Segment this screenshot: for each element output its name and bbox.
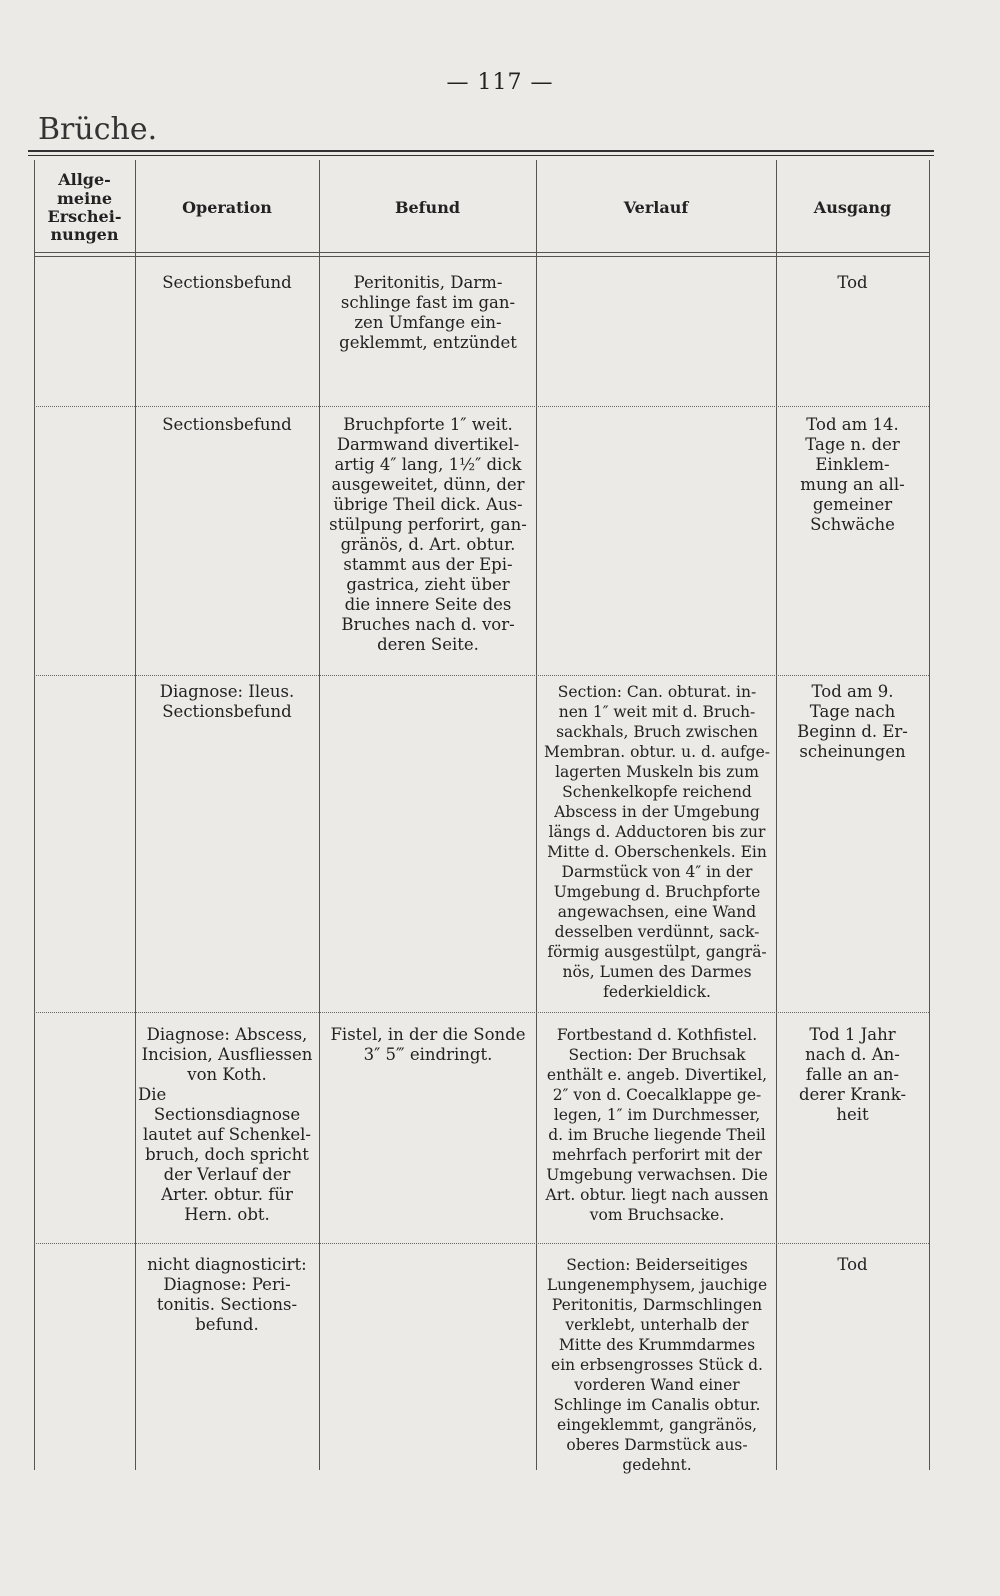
row2-ausgang: Tod am 14. Tage n. der Einklem- mung an all- gemeiner Schwäche (800, 415, 905, 534)
row4-operation: Diagnose: Abscess, Incision, Ausfliessen von Koth. Die Sectionsdiagnose lautet auf Schenkel- bruch, doch spricht der Verlauf der Arter. obtur. für Hern. obt. (138, 1025, 313, 1224)
column-divider (319, 160, 320, 1470)
row5-ausgang: Tod (837, 1255, 868, 1274)
data-table (34, 160, 929, 1474)
row4-befund: Fistel, in der die Sonde 3″ 5‴ eindringt. (330, 1025, 526, 1064)
row1-befund: Peritonitis, Darm- schlinge fast im gan- zen Umfange ein- geklemmt, entzündet (339, 273, 517, 352)
row2-operation: Sectionsbefund (162, 415, 292, 434)
row4-ausgang: Tod 1 Jahr nach d. An- falle an an- derer Krank- heit (798, 1025, 907, 1124)
header-rule (34, 256, 929, 257)
row-separator (34, 675, 929, 676)
row1-operation: Sectionsbefund (162, 273, 292, 292)
row3-operation: Diagnose: Ileus. Sectionsbefund (159, 682, 295, 721)
column-divider (929, 160, 930, 1470)
header-rule (34, 252, 929, 253)
column-divider (776, 160, 777, 1470)
row2-befund: Bruchpforte 1″ weit. Darmwand divertikel- artig 4″ lang, 1½″ dick ausgeweitet, dünn, der übrige Theil dick. Aus- stülpung perforirt, gan- gränös, d. Art. obtur. stammt aus der Epi- gastrica, zieht über die innere Seite des Bruches nach d. vor- deren Seite. (329, 415, 527, 654)
row3-ausgang: Tod am 9. Tage nach Beginn d. Er- scheinungen (797, 682, 908, 761)
page-number: — 117 — (446, 70, 554, 95)
row-separator (34, 1012, 929, 1013)
column-divider (135, 160, 136, 1470)
column-header-allgemeine: Allge- meine Erschei- nungen (47, 170, 122, 245)
row5-operation: nicht diagnosticirt: Diagnose: Peri- tonitis. Sections- befund. (147, 1255, 307, 1334)
column-divider (34, 160, 35, 1470)
row-separator (34, 406, 929, 407)
row3-verlauf: Section: Can. obturat. in- nen 1″ weit mit d. Bruch- sackhals, Bruch zwischen Membran. obtur. u. d. aufge- lagerten Muskeln bis zum Schenkelkopfe reichend Abscess in der Umgebung längs d. Adductoren bis zur Mitte d. Oberschenkels. Ein Darmstück von 4″ in der Umgebung d. Bruchpforte angewachsen, eine Wand desselben verdünnt, sack- förmig ausgestülpt, gangrä- nös, Lumen des Darmes federkieldick. (543, 683, 771, 1001)
column-divider (536, 160, 537, 1470)
column-header-ausgang: Ausgang (813, 197, 892, 217)
section-title: Brüche. (38, 112, 158, 147)
row4-verlauf: Fortbestand d. Kothfistel. Section: Der Bruchsak enthält e. angeb. Divertikel, 2″ von d. Coecalklappe ge- legen, 1″ im Durchmesser, d. im Bruche liegende Theil mehrfach perforirt mit der Umgebung verwachsen. Die Art. obtur. liegt nach aussen vom Bruchsacke. (545, 1026, 769, 1224)
row1-ausgang: Tod (837, 273, 868, 292)
column-header-verlauf: Verlauf (623, 197, 689, 217)
top-rule (28, 150, 934, 152)
row-separator (34, 1243, 929, 1244)
row5-verlauf: Section: Beiderseitiges Lungenemphysem, jauchige Peritonitis, Darmschlingen verklebt, unterhalb der Mitte des Krummdarmes ein erbsengrosses Stück d. vorderen Wand einer Schlinge im Canalis obtur. eingeklemmt, gangränös, oberes Darmstück aus- gedehnt. (546, 1256, 768, 1474)
top-rule-thin (28, 155, 934, 156)
column-header-operation: Operation (182, 197, 272, 217)
column-header-befund: Befund (394, 197, 461, 217)
